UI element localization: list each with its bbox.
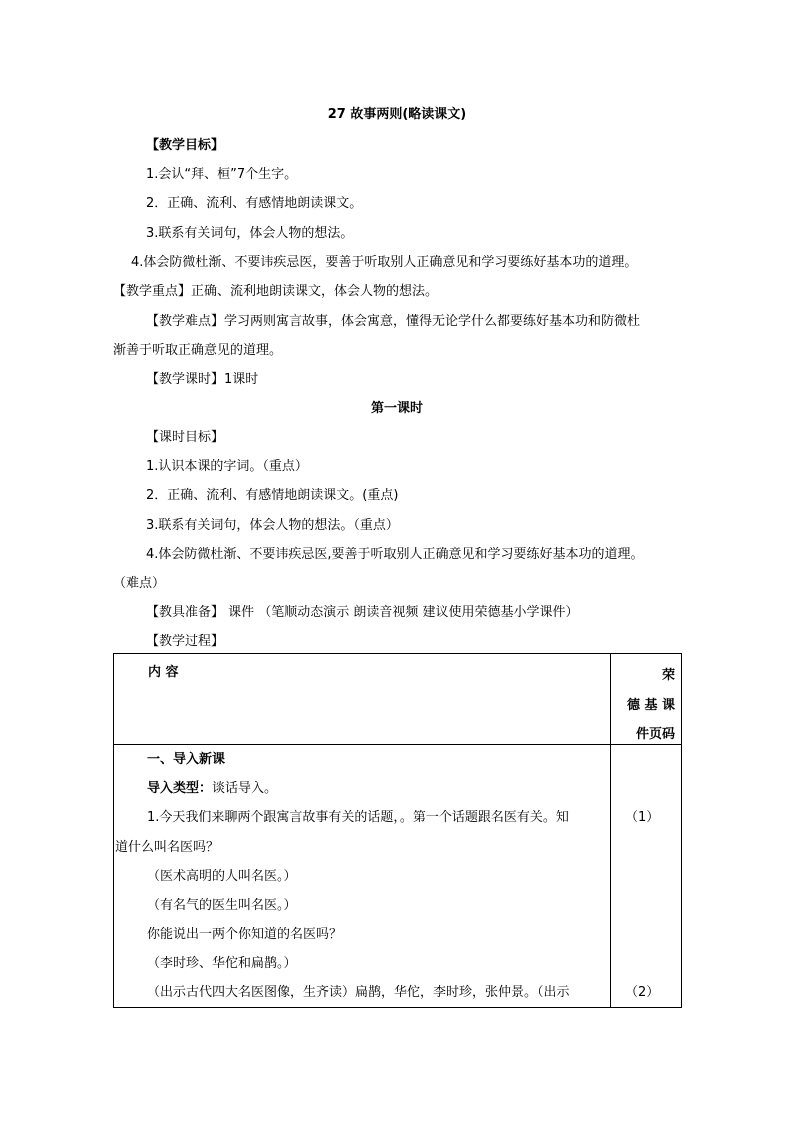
- period-objective-item: 1.认识本课的字词。（重点）: [146, 459, 308, 474]
- body-line: 1.今天我们来聊两个跟寓言故事有关的话题，。第一个话题跟名医有关。知: [147, 810, 569, 825]
- intro-type-label: 导入类型：: [147, 781, 213, 796]
- period-objective-item: 3.联系有关词句，体会人物的想法。（重点）: [146, 518, 399, 533]
- period-objective-item: 4.体会防微杜渐、不要讳疾忌医,要善于听取别人正确意见和学习要练好基本功的道理。: [146, 547, 644, 562]
- intro-type: [147, 780, 277, 798]
- key-point: 【教学重点】正确、流利地朗读课文，体会人物的想法。: [113, 284, 439, 299]
- objective-item: 1.会认“拜、桓”7个生字。: [146, 167, 298, 182]
- header-page-line: 德 基 课: [626, 698, 675, 713]
- header-content-cell: [114, 654, 611, 745]
- process-heading: 【教学过程】: [146, 634, 225, 649]
- materials: 【教具准备】 课件 （笔顺动态演示 朗读音视频 建议使用荣德基小学课件）: [146, 605, 579, 620]
- objective-item: 2．正确、流利、有感情地朗读课文。: [146, 196, 363, 211]
- body-page-cell: [611, 745, 682, 1008]
- header-content-label: 内 容: [148, 665, 179, 680]
- body-line: （出示古代四大名医图像，生齐读）扁鹊，华佗，李时珍，张仲景。（出示: [147, 985, 570, 1000]
- header-page-line: 荣: [661, 668, 675, 683]
- body-line: 你能说出一两个你知道的名医吗？: [147, 927, 343, 942]
- header-page-line: 件页码: [635, 727, 675, 742]
- period-objective-item: 2．正确、流利、有感情地朗读课文。(重点): [146, 488, 399, 503]
- lesson-table: [113, 653, 682, 1008]
- class-hours: 【教学课时】1课时: [146, 372, 259, 387]
- objectives-heading: 【教学目标】: [146, 138, 225, 153]
- difficulty-line: 渐善于听取正确意见的道理。: [113, 343, 283, 358]
- page-ref: （1）: [625, 810, 660, 825]
- intro-title: 一、导入新课: [147, 752, 226, 767]
- table-header-row: [114, 654, 682, 745]
- body-line: （有名气的医生叫名医。）: [147, 898, 297, 913]
- document-title: 27 故事两则(略读课文): [327, 107, 467, 122]
- body-content-cell: [114, 745, 611, 1008]
- intro-type-value: 谈话导入。: [212, 781, 278, 796]
- period-objectives-heading: 【课时目标】: [146, 430, 225, 445]
- table-body-row: [114, 745, 682, 1008]
- body-line: （李时珍、华佗和扁鹊。）: [147, 956, 297, 971]
- objective-item: 4.体会防微杜渐、不要讳疾忌医，要善于听取别人正确意见和学习要练好基本功的道理。: [131, 255, 638, 270]
- difficulty-line: 【教学难点】学习两则寓言故事，体会寓意，懂得无论学什么都要练好基本功和防微杜: [146, 314, 641, 329]
- header-page-cell: [611, 654, 682, 745]
- objective-item: 3.联系有关词句，体会人物的想法。: [146, 226, 354, 241]
- body-line: 道什么叫名医吗？: [115, 840, 220, 855]
- section-title: 第一课时: [370, 401, 423, 416]
- body-line: （医术高明的人叫名医。）: [147, 869, 297, 884]
- page-ref: （2）: [625, 985, 660, 1000]
- period-objective-tail: （难点）: [113, 576, 166, 591]
